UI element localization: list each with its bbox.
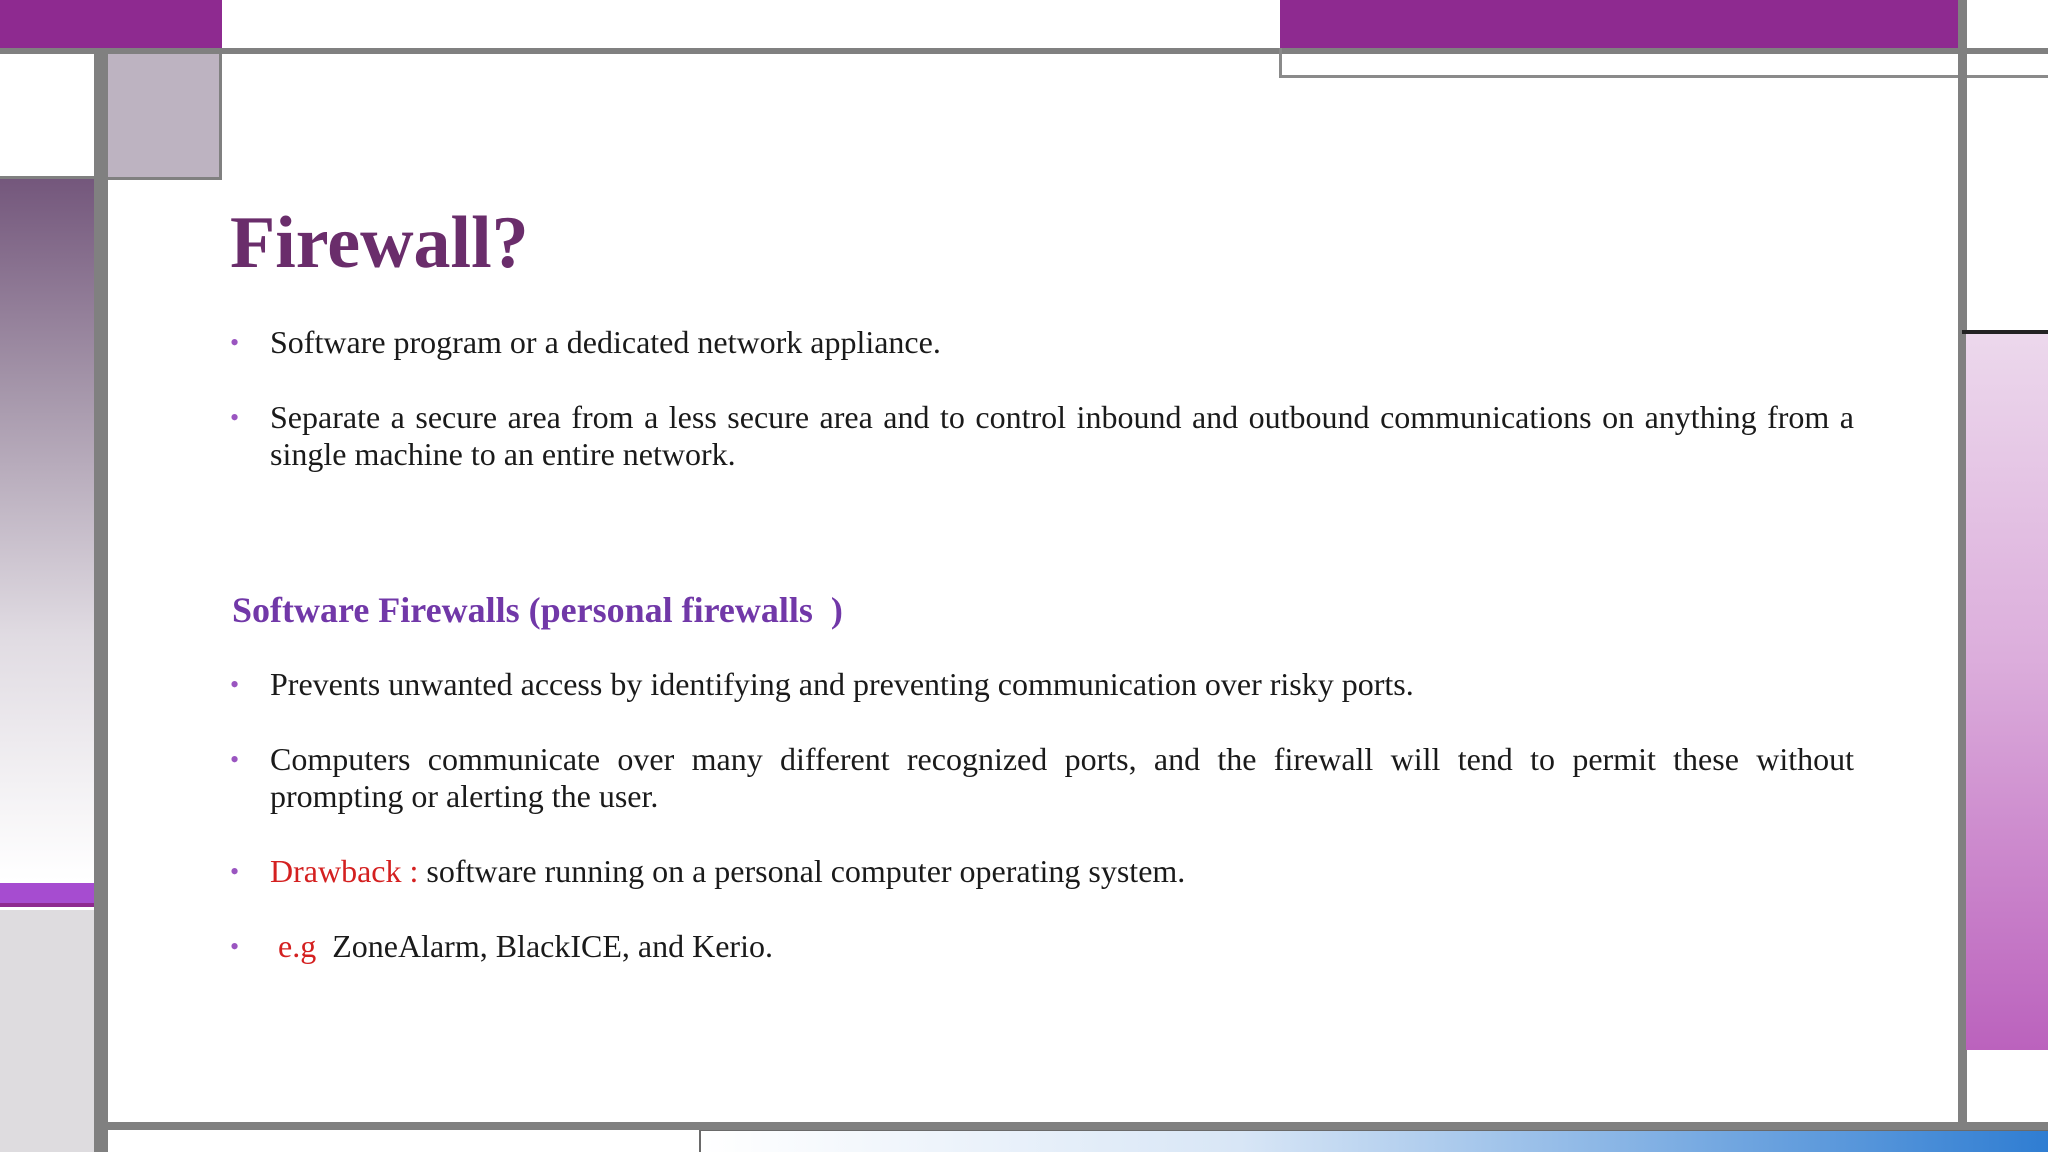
- bullet-icon: •: [230, 745, 240, 774]
- left-gradient-panel: [0, 179, 94, 881]
- example-label: e.g: [270, 928, 325, 964]
- top-right-outline: [1279, 48, 2048, 78]
- bullet-icon: •: [230, 328, 240, 357]
- bullet-text: Separate a secure area from a less secure area and to control inbound and outbound communications on anything from a single machine to an entire network.: [270, 399, 1854, 472]
- left-bottom-panel: [0, 910, 94, 1152]
- bottom-blue-bar: [699, 1130, 2048, 1152]
- drawback-text: software running on a personal computer operating system.: [426, 853, 1186, 889]
- top-right-purple-block: [1280, 0, 1960, 50]
- bullet-item: [230, 741, 1854, 815]
- bullet-item: [230, 666, 1854, 703]
- bullet-icon: •: [230, 670, 240, 699]
- left-purple-stripe: [0, 883, 100, 907]
- bullet-icon: •: [230, 932, 240, 961]
- drawback-item: [230, 853, 1854, 890]
- bullet-item: [230, 399, 1854, 473]
- right-gradient-panel: [1966, 334, 2048, 1050]
- example-item: [230, 928, 1854, 965]
- top-left-purple-block: [0, 0, 222, 50]
- drawback-label: Drawback :: [270, 853, 427, 889]
- bullet-text: Computers communicate over many different recognized ports, and the firewall will tend to permit these without prompting or alerting the user.: [270, 741, 1854, 814]
- example-text: ZoneAlarm, BlackICE, and Kerio.: [324, 928, 773, 964]
- section-subheading: Software Firewalls (personal firewalls ): [232, 590, 843, 630]
- bullet-icon: •: [230, 857, 240, 886]
- slide-title: Firewall?: [230, 202, 529, 284]
- top-left-accent-square: [108, 54, 222, 180]
- left-vertical-rule: [94, 48, 108, 1152]
- intro-bullet-list: [230, 324, 1854, 511]
- detail-bullet-list: [230, 666, 1854, 1003]
- bullet-text: Prevents unwanted access by identifying and preventing communication over risky ports.: [270, 666, 1414, 702]
- bullet-item: [230, 324, 1854, 361]
- bottom-divider-rule: [96, 1122, 2048, 1130]
- bullet-text: Software program or a dedicated network appliance.: [270, 324, 941, 360]
- bullet-icon: •: [230, 403, 240, 432]
